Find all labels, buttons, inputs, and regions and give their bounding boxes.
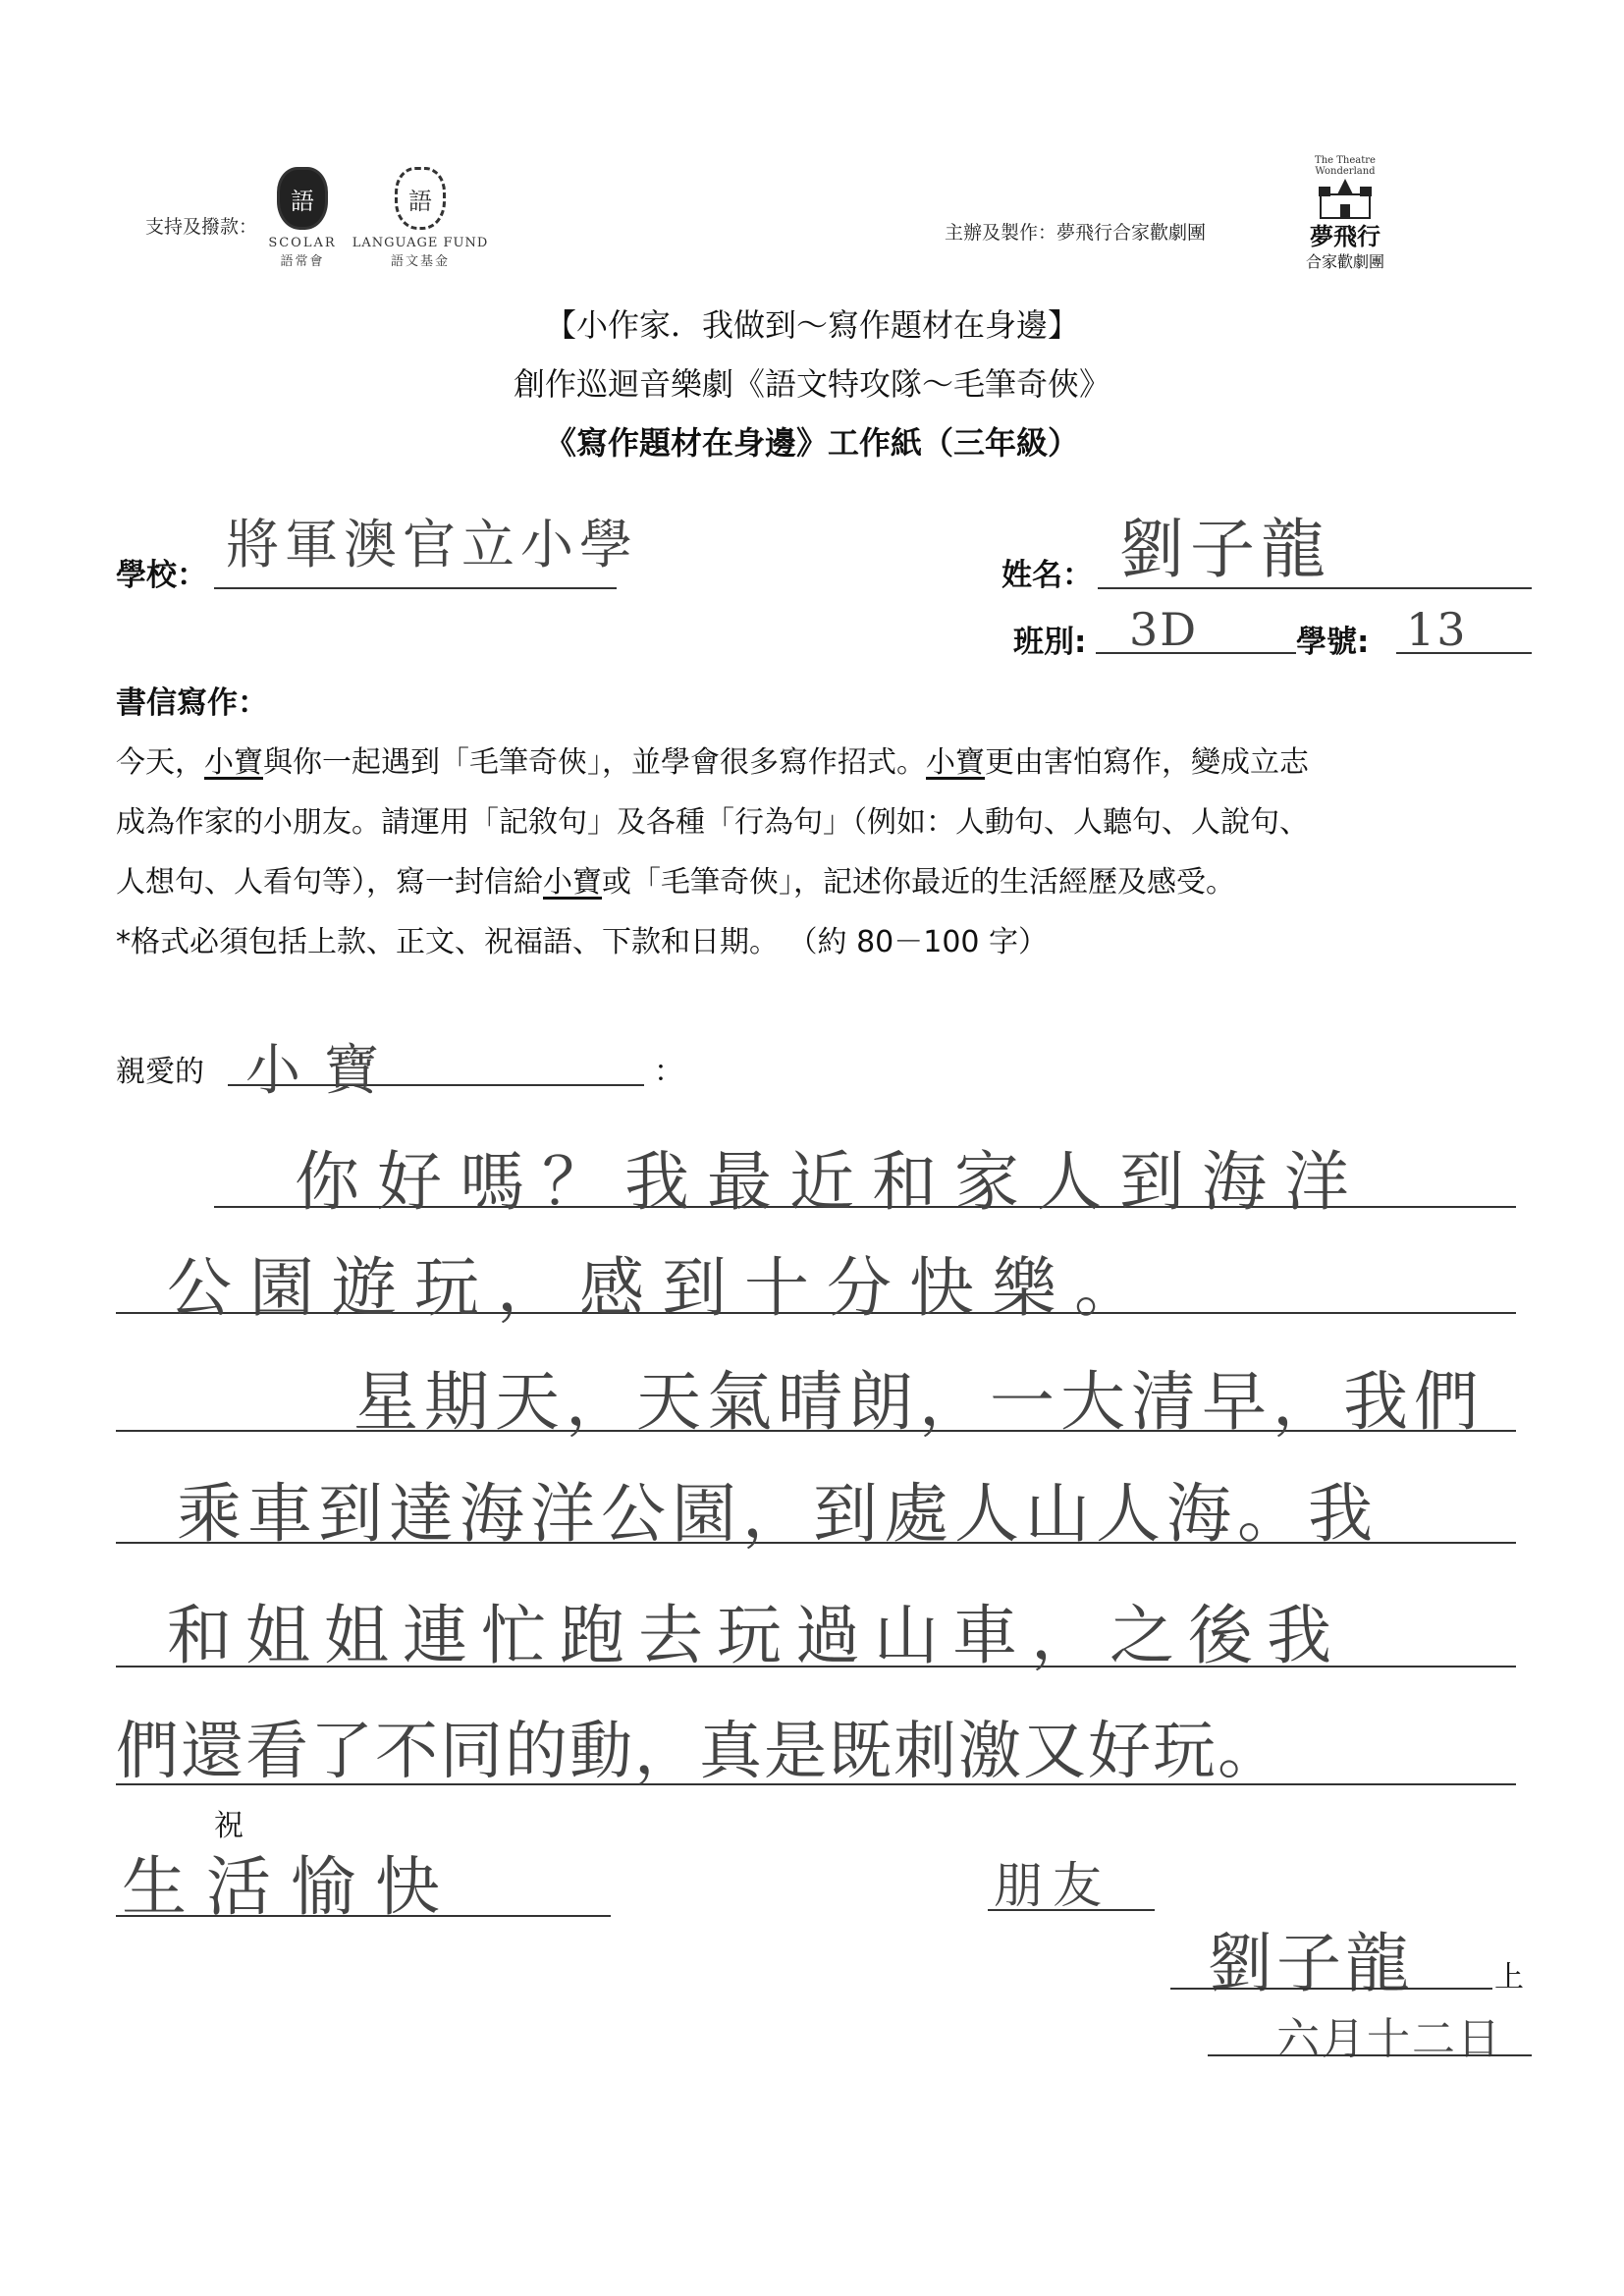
school-underline [214,587,617,589]
letter-line: 你好嗎？我最近和家人到海洋 [295,1144,1367,1220]
language-fund-zh: 語文基金 [390,254,450,269]
character-name: 小寶 [543,865,602,900]
salutation-label: 親愛的 [116,1055,204,1089]
scolar-seal-icon: 語 [277,167,328,230]
scolar-logo [263,167,342,269]
class-label: 班別: [1013,625,1087,660]
blessing-label: 祝 [214,1809,244,1843]
scolar-en: SCOLAR [268,236,337,250]
character-name: 小寶 [926,745,985,780]
blessing-value: 生活愉快 [122,1849,460,1925]
name-value: 劉子龍 [1119,512,1331,587]
theatre-sub: 合家歡劇團 [1305,252,1384,271]
title-line-3: 《寫作題材在身邊》工作紙（三年級） [544,424,1079,462]
theatre-wonderland-logo [1286,155,1404,272]
date-value: 六月十二日 [1276,2014,1502,2064]
number-value: 13 [1406,603,1468,656]
instruction-line-1: 今天，小寶與你一起遇到「毛筆奇俠」，並學會很多寫作招式。小寶更由害怕寫作，變成立志 [116,745,1309,780]
sign-suffix: 上 [1494,1960,1524,1995]
task-heading: 書信寫作： [116,685,268,721]
instruction-line-3: 人想句、人看句等），寫一封信給小寶或「毛筆奇俠」，記述你最近的生活經歷及感受。 [116,865,1235,900]
scolar-zh: 語常會 [280,254,325,269]
instruction-line-4: *格式必須包括上款、正文、祝福語、下款和日期。 （約 80－100 字） [116,925,1049,959]
title-line-1: 【小作家．我做到～寫作題材在身邊】 [544,306,1079,344]
name-label: 姓名： [1001,558,1093,593]
letter-line: 乘車到達海洋公園，到處人山人海。我 [177,1476,1379,1552]
date-underline [1208,2054,1532,2056]
relation-value: 朋友 [994,1857,1111,1914]
letter-line: 和姐姐連忙跑去玩過山車，之後我 [167,1598,1345,1673]
language-fund-seal-icon: 語 [395,167,446,230]
letter-line: 們還看了不同的動，真是既刺激又好玩。 [116,1716,1282,1788]
language-fund-logo [352,167,489,269]
character-name: 小寶 [204,745,263,780]
number-label: 學號: [1296,625,1370,660]
sponsor-label: 支持及撥款： [145,216,258,238]
title-line-2: 創作巡迴音樂劇《語文特攻隊～毛筆奇俠》 [513,365,1110,403]
relation-underline [988,1909,1155,1911]
instruction-line-2: 成為作家的小朋友。請運用「記敘句」及各種「行為句」（例如：人動句、人聽句、人說句、 [116,805,1309,840]
language-fund-en: LANGUAGE FUND [352,236,489,250]
signature-underline [1170,1988,1492,1990]
salutation-value: 小寶 [245,1039,403,1103]
letter-line: 星期天，天氣晴朗，一大清早，我們 [353,1364,1485,1440]
school-value: 將軍澳官立小學 [226,514,638,575]
class-value: 3D [1129,603,1199,656]
organizer-label: 主辦及製作：夢飛行合家歡劇團 [945,222,1207,244]
salutation-colon: ： [654,1055,683,1089]
signature-value: 劉子龍 [1208,1926,1414,2001]
letter-line: 公園遊玩，感到十分快樂。 [167,1250,1157,1326]
theatre-name: 夢飛行 [1310,222,1380,250]
castle-icon [1311,177,1380,220]
school-label: 學校： [116,558,207,593]
theatre-wonderland-text: The Theatre Wonderland [1315,155,1376,177]
